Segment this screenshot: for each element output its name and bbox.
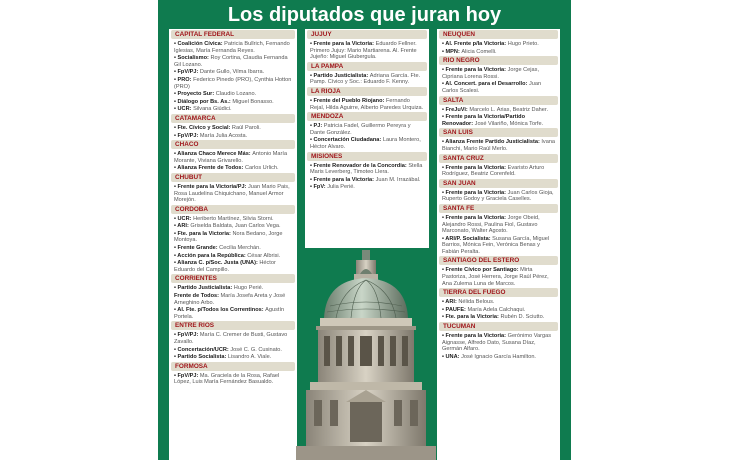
party-name: • FpV/PJ: <box>174 332 200 339</box>
deputy-entry <box>307 137 427 150</box>
party-name: • Frente Renovador de la Concordia: <box>310 162 409 169</box>
deputy-entry <box>439 107 558 114</box>
deputy-names: Dante Gullo, Vilma Ibarra. <box>199 69 265 76</box>
deputy-names: Raúl Paroli. <box>231 124 261 131</box>
deputy-names: Claudio Lozano. <box>215 91 257 98</box>
deputy-entry <box>171 41 295 54</box>
deputy-entry <box>439 307 558 314</box>
deputy-entry <box>307 163 427 176</box>
party-name: • Frente para la Victoria: <box>310 41 376 47</box>
deputy-names: Ma. Graciela de la Rosa, Rafael López, Luis María Fernández Basualdo. <box>174 372 280 386</box>
column-middle <box>305 29 429 248</box>
province-section <box>171 362 295 386</box>
deputy-names: Julia Perié. <box>327 184 355 191</box>
deputy-names: Jorge Obeid, Alejandro Rossi, Paulina Fiol, Gustavo Marconato, Walter Agosto. <box>442 214 540 235</box>
province-section <box>439 322 558 360</box>
party-name: • Concertación Ciudadana: <box>310 137 383 144</box>
province-section <box>307 87 427 111</box>
province-section <box>307 152 427 191</box>
deputy-entry <box>171 347 295 354</box>
deputy-entry <box>307 73 427 86</box>
deputy-names: Juan Mario Pais, Rosa Laudelina Chiquichano, Manuel Armor Morejón. <box>174 183 290 204</box>
deputy-names: Adriana García. Fte. Pamp. Cívico y Soc.: Eduardo F. Kenny. <box>310 72 421 86</box>
congress-dome-image <box>296 250 436 460</box>
province-section <box>171 321 295 360</box>
deputy-entry <box>171 253 295 260</box>
province-section <box>171 114 295 139</box>
deputy-entry <box>439 67 558 80</box>
deputy-entry <box>171 354 295 361</box>
deputy-entry <box>439 190 558 203</box>
province-header: MENDOZA <box>307 112 427 121</box>
deputy-names: Antonio María Morante, Viviana Grivarello. <box>174 151 288 164</box>
deputy-entry <box>439 267 558 287</box>
party-name: • FpV: <box>310 184 328 191</box>
deputy-names: Hugo Perié. <box>233 285 264 292</box>
deputy-entry <box>439 236 558 256</box>
party-name: • Frente del Pueblo Riojano: <box>310 97 386 104</box>
party-name: • UNA: <box>442 353 462 360</box>
party-name: • UCR: <box>174 215 194 222</box>
province-header: CORDOBA <box>171 205 295 214</box>
party-name: • Frente para la Victoria/PJ: <box>174 183 248 190</box>
deputy-names: María Adela Calchaqui. <box>467 306 526 313</box>
deputy-names: Carlos Urlich. <box>244 165 279 172</box>
party-name: • MPN: <box>442 48 462 55</box>
deputy-names: Susana García, Miguel Barrios, Mónica Fein, Verónica Benas y Fabián Peralta. <box>442 235 550 255</box>
province-header: SANTIAGO DEL ESTERO <box>439 256 558 265</box>
deputy-names: Patricia Bullrich, Fernando Iglesias, María Fernanda Reyes. <box>174 41 290 54</box>
deputy-names: Jorge Cejas, Cipriana Lorena Rossi. <box>442 67 539 80</box>
province-header: LA RIOJA <box>307 87 427 96</box>
party-name: • Frente para la Victoria: <box>310 176 376 183</box>
party-name: • FpV/PJ: <box>174 372 200 379</box>
province-header: TUCUMAN <box>439 322 558 331</box>
deputy-entry <box>171 223 295 230</box>
province-section <box>307 112 427 150</box>
deputy-names: María Josefa Areta y José Arneghino Arbo. <box>174 293 286 306</box>
deputy-entry <box>171 55 295 68</box>
deputy-entry <box>171 133 295 140</box>
deputy-names: Agustín Portela. <box>174 307 285 320</box>
province-header: SALTA <box>439 96 558 105</box>
deputy-entry <box>439 299 558 306</box>
deputy-entry <box>171 245 295 252</box>
party-name: • Concertación/UCR: <box>174 346 231 353</box>
deputy-names: Evaristo Arturo Rodríguez, Beatriz Corenfeld. <box>442 164 545 178</box>
deputy-names: Stella Maris Leverberg, Timoteo Llera. <box>310 162 423 176</box>
province-section <box>171 205 295 274</box>
deputy-names: Heriberto Martínez, Silvia Storni. <box>193 215 274 222</box>
province-header: TIERRA DEL FUEGO <box>439 288 558 297</box>
province-section <box>171 173 295 204</box>
province-section <box>307 62 427 86</box>
party-name: • ARI/P. Socialista: <box>442 235 493 242</box>
province-header: CATAMARCA <box>171 114 295 123</box>
deputy-entry <box>171 69 295 76</box>
deputy-names: Cecilia Merchán. <box>219 245 261 252</box>
deputy-names: Griselda Baldata, Juan Carlos Vega. <box>190 223 281 230</box>
party-name: • Frente para la Victoria/Partido Renovador: <box>442 114 525 127</box>
party-name: • Acción para la República: <box>174 252 248 259</box>
province-section <box>439 154 558 178</box>
deputy-names: Rubén D. Sciutto. <box>500 314 545 321</box>
province-header: CHUBUT <box>171 173 295 182</box>
province-header: NEUQUEN <box>439 30 558 39</box>
deputy-entry <box>439 139 558 152</box>
deputy-entry <box>439 41 558 48</box>
deputy-names: José C. G. Cusinato. <box>230 346 282 353</box>
party-name: • Coalición Cívica: <box>174 41 225 47</box>
party-name: • FreJuVi: <box>442 106 470 113</box>
deputy-entry <box>439 49 558 56</box>
deputy-names: Marcelo L. Arias, Beatriz Daher. <box>469 106 549 113</box>
party-name: • Fte. Cívico y Social: <box>174 124 232 131</box>
party-name: Frente de Todos: <box>174 293 221 300</box>
deputy-entry <box>171 332 295 345</box>
party-name: • Diálogo por Bs. As.: <box>174 98 233 105</box>
province-section <box>439 96 558 128</box>
deputy-entry <box>171 125 295 132</box>
infographic-panel <box>158 0 571 460</box>
deputy-names: María Julia Acosta. <box>199 132 248 139</box>
deputy-names: Nélida Belous. <box>458 299 495 306</box>
deputy-names: Nora Bedano, Jorge Montoya. <box>174 230 283 244</box>
province-section <box>171 30 295 113</box>
deputy-entry <box>307 98 427 111</box>
deputy-names: Lisandro A. Viale. <box>227 354 272 361</box>
deputy-entry <box>171 91 295 98</box>
party-name: • Al. Fte. p/Todos los Correntinos: <box>174 307 266 314</box>
province-section <box>171 140 295 172</box>
deputy-names: José Vilariño, Mónica Torfe. <box>474 120 544 127</box>
deputy-entry <box>439 333 558 353</box>
deputy-entry <box>171 231 295 244</box>
party-name: • Frente Grande: <box>174 245 220 252</box>
deputy-entry <box>171 260 295 273</box>
deputy-names: Ivana Bianchi, Mario Raúl Merlo. <box>442 139 556 152</box>
province-section <box>171 274 295 320</box>
deputy-names: María C. Cremer de Busti, Gustavo Zavallo. <box>174 332 288 345</box>
deputy-entry <box>171 77 295 90</box>
deputy-entry <box>307 41 427 61</box>
province-header: MISIONES <box>307 152 427 161</box>
deputy-entry <box>171 373 295 386</box>
party-name: • PRO: <box>174 76 194 83</box>
deputy-names: Laura Montero, Héctor Alvaro. <box>310 137 421 150</box>
party-name: • ARI: <box>174 223 191 230</box>
deputy-entry <box>171 285 295 292</box>
party-name: • Alianza Frente Partido Justicialista: <box>442 139 542 146</box>
province-header: LA PAMPA <box>307 62 427 71</box>
deputy-names: Juan Carlos Scalesi. <box>442 81 542 94</box>
deputy-names: Roy Cortina, Claudia Fernanda Gil Lozano. <box>174 55 288 68</box>
deputy-entry <box>171 307 295 320</box>
party-name: • Partido Justicialista: <box>174 285 234 292</box>
province-header: FORMOSA <box>171 362 295 371</box>
deputy-entry <box>439 81 558 94</box>
province-header: ENTRE RIOS <box>171 321 295 330</box>
column-left <box>169 29 297 460</box>
deputy-names: Mirta Pastoriza, José Herrera, Jorge Raúl Pérez, Ana Zulema Luna de Marcos. <box>442 267 549 287</box>
party-name: • Al. Concert. para el Desarrollo: <box>442 81 529 88</box>
deputy-entry <box>439 114 558 127</box>
province-section <box>439 204 558 256</box>
party-name: • PAUFE: <box>442 306 468 313</box>
column-right <box>437 29 560 460</box>
deputy-names: Silvana Giúdici. <box>193 106 232 113</box>
deputy-names: José Ignacio García Hamilton. <box>461 353 536 360</box>
deputy-names: Héctor Eduardo del Campillo. <box>174 260 276 273</box>
province-header: SAN LUIS <box>439 128 558 137</box>
deputy-names: Alicia Comelli. <box>461 48 497 55</box>
party-name: • Alianza Chaco Merece Más: <box>174 151 253 158</box>
deputy-names: Fernando Rejal, Hilda Aguirre, Alberto Paredes Urquiza. <box>310 97 424 111</box>
deputy-names: Juan Carlos Gioja, Ruperto Godoy y Graciela Caselles. <box>442 189 554 203</box>
deputy-names: César Albrisi. <box>247 252 281 259</box>
page-title: Los diputados que juran hoy <box>227 4 502 26</box>
deputy-entry <box>171 151 295 164</box>
deputy-entry <box>439 354 558 361</box>
deputy-names: Eduardo Fellner. Primero Jujuy: Mario Martiarena. Al. Frente Jujeño: Miguel Giubergula. <box>310 41 417 61</box>
party-name: • Frente para la Victoria: <box>442 214 508 221</box>
party-name: • UCR: <box>174 106 194 113</box>
party-name: • FpV/PJ: <box>174 69 200 76</box>
party-name: • Proyecto Sur: <box>174 91 216 98</box>
province-header: SANTA FE <box>439 204 558 213</box>
province-header: CAPITAL FEDERAL <box>171 30 295 39</box>
province-section <box>307 30 427 61</box>
deputy-entry <box>171 165 295 172</box>
party-name: • Frente para la Victoria: <box>442 189 508 196</box>
province-header: RIO NEGRO <box>439 56 558 65</box>
deputy-names: Juan M. Irrazábal. <box>375 176 421 183</box>
deputy-names: Miguel Bonasso. <box>232 98 274 105</box>
deputy-entry <box>307 123 427 136</box>
party-name: • Alianza C. p/Soc. Justa (UNA): <box>174 260 260 267</box>
province-section <box>439 30 558 55</box>
province-section <box>439 256 558 287</box>
party-name: • Socialismo: <box>174 55 211 62</box>
province-section <box>439 128 558 152</box>
deputy-names: Hugo Prieto. <box>507 41 539 47</box>
deputy-names: Patricia Fadel, Guillermo Pereyra y Dante González. <box>310 123 411 136</box>
party-name: • Partido Justicialista: <box>310 72 370 79</box>
party-name: • Al. Frente p/la Victoria: <box>442 41 508 47</box>
province-section <box>439 56 558 94</box>
deputy-entry <box>171 106 295 113</box>
deputy-entry <box>439 215 558 235</box>
province-header: CHACO <box>171 140 295 149</box>
party-name: • FpV/PJ: <box>174 132 200 139</box>
deputy-entry <box>171 293 295 306</box>
deputy-names: Federico Pinedo (PRO), Cynthia Hotton (PRO) <box>174 76 292 90</box>
party-name: • PJ: <box>310 123 324 130</box>
deputy-entry <box>171 216 295 223</box>
province-header: SANTA CRUZ <box>439 154 558 163</box>
party-name: • Partido Socialista: <box>174 354 228 361</box>
deputy-entry <box>439 165 558 178</box>
deputy-entry <box>171 99 295 106</box>
party-name: • Fte. para la Victoria: <box>174 230 233 237</box>
party-name: • Frente Cívico por Santiago: <box>442 267 521 274</box>
province-section <box>439 288 558 321</box>
province-header: SAN JUAN <box>439 179 558 188</box>
deputy-entry <box>307 177 427 184</box>
party-name: • Fte. para la Victoria: <box>442 314 501 321</box>
deputy-entry <box>171 184 295 204</box>
party-name: • Alianza Frente de Todos: <box>174 165 245 172</box>
deputy-entry <box>439 314 558 321</box>
party-name: • ARI: <box>442 299 459 306</box>
province-header: CORRIENTES <box>171 274 295 283</box>
party-name: • Frente para la Victoria: <box>442 164 508 171</box>
party-name: • Frente para la Victoria: <box>442 67 508 74</box>
province-section <box>439 179 558 203</box>
province-header: JUJUY <box>307 30 427 39</box>
deputy-entry <box>307 184 427 191</box>
deputy-names: Gerónimo Vargas Aignasse, Alfredo Dato, Susana Díaz, Germán Alfaro. <box>442 333 552 353</box>
party-name: • Frente para la Victoria: <box>442 333 508 340</box>
